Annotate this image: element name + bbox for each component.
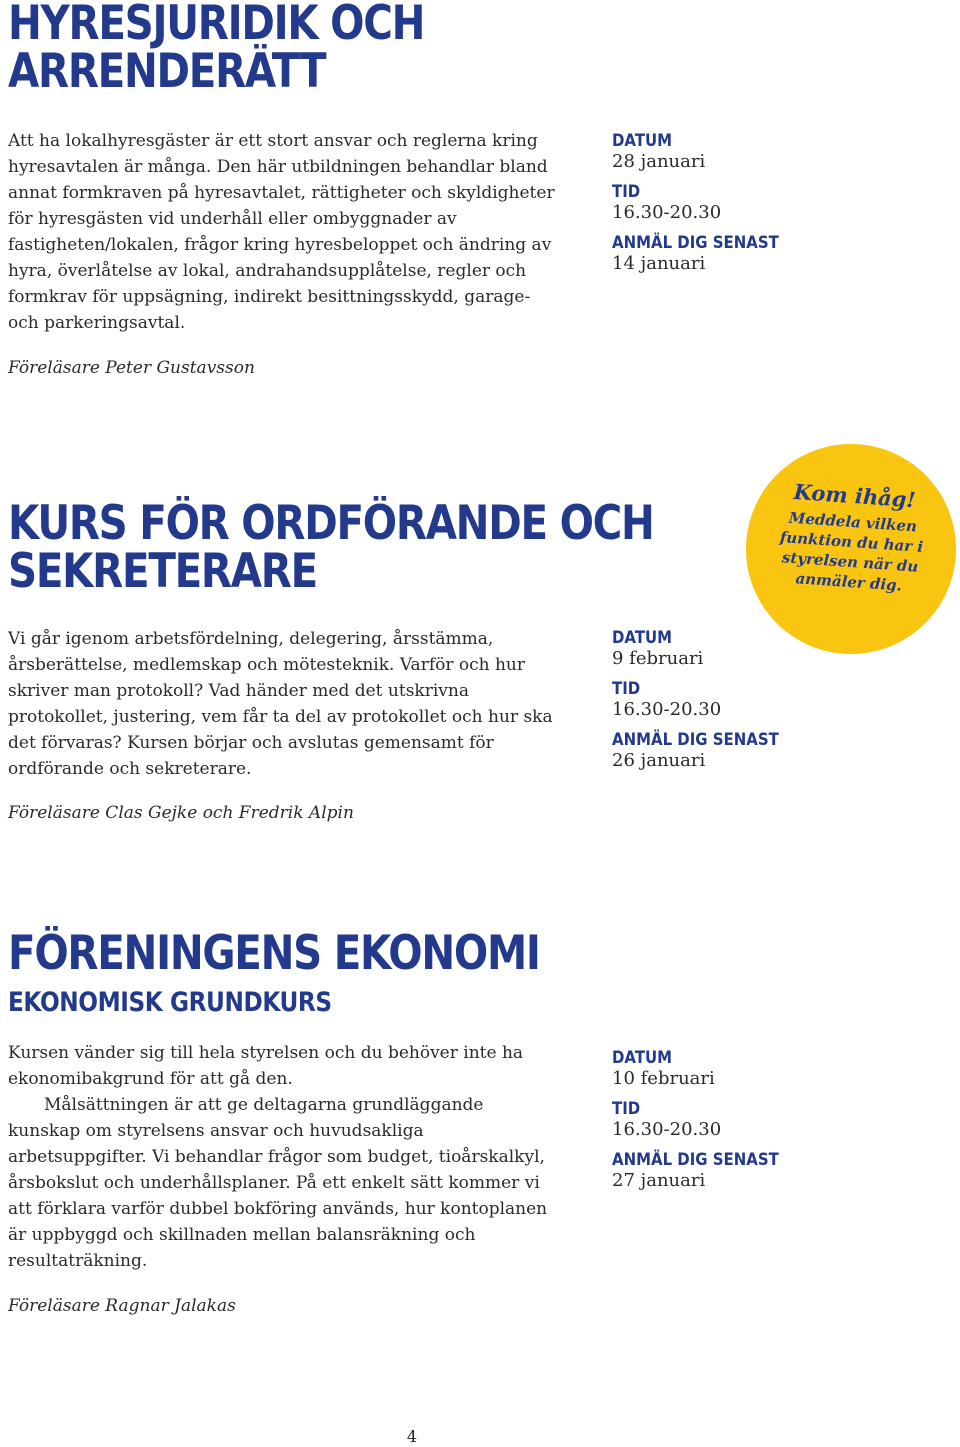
time-label: TID [612, 679, 641, 699]
date-label: DATUM [612, 131, 673, 151]
page-number: 4 [406, 1427, 418, 1446]
lecturer: Föreläsare Peter Gustavsson [8, 358, 255, 378]
description-paragraph: Målsättningen är att ge deltagarna grundläggande kunskap om styrelsens ansvar och huvudsakliga arbetsuppgifter. Vi behandlar frågor som budget, tioårskalkyl, årsbokslut och underhållsplaner. På ett enkelt sätt kommer vi att förklara varför dubbel bokföring används, hur kontoplanen är uppbyggd och skillnaden mellan balansräkning och resultaträkning. [8, 1095, 548, 1271]
course-foreningens-ekonomi [8, 926, 960, 1330]
description-paragraph: Att ha lokalhyresgäster är ett stort ansvar och reglerna kring hyresavtalen är många. Den här utbildningen behandlar bland annat formkraven på hyresavtalet, rättigheter och skyldigheter för hyresgästen vid underhåll eller ombyggnader av fastigheten/lokalen, frågor kring hyresbeloppet och ändring av hyra, överlåtelse av lokal, andrahandsupplåtelse, regler och formkrav för uppsägning, indirekt besittningsskydd, garage- och parkeringsavtal. [8, 131, 555, 333]
deadline-value: 27 januari [612, 1170, 706, 1191]
reminder-message: Meddela vilken funktion du har i styrelsen när du anmäler dig. [779, 508, 924, 595]
date-label: DATUM [612, 628, 673, 648]
time-label: TID [612, 182, 641, 202]
course-description [8, 128, 558, 336]
course-title-line: KURS FÖR ORDFÖRANDE OCH [8, 496, 654, 551]
time-value: 16.30-20.30 [612, 202, 722, 223]
course-info [612, 628, 832, 772]
deadline-label: ANMÄL DIG SENAST [612, 730, 779, 750]
deadline-value: 14 januari [612, 253, 706, 274]
deadline-label: ANMÄL DIG SENAST [612, 233, 779, 253]
lecturer: Föreläsare Ragnar Jalakas [8, 1296, 236, 1316]
date-value: 9 februari [612, 648, 704, 669]
course-subtitle: EKONOMISK GRUNDKURS [8, 987, 332, 1018]
date-value: 28 januari [612, 151, 706, 172]
course-title [8, 0, 492, 99]
course-info [612, 131, 832, 275]
course-title [8, 496, 759, 599]
course-title-line: FÖRENINGENS EKONOMI [8, 926, 540, 981]
description-paragraph: Vi går igenom arbetsfördelning, delegering, årsstämma, årsberättelse, medlemskap och mötesteknik. Varför och hur skriver man protokoll? Vad händer med det utskrivna protokollet, justering, vem får ta del av protokollet och hur ska det förvaras? Kursen börjar och avslutas gemensamt för ordförande och sekreterare. [8, 629, 553, 779]
date-label: DATUM [612, 1048, 673, 1068]
course-title-line: SEKRETERARE [8, 544, 317, 599]
deadline-value: 26 januari [612, 750, 706, 771]
course-hyresjuridik [8, 0, 960, 400]
lecturer: Föreläsare Clas Gejke och Fredrik Alpin [8, 803, 354, 823]
description-paragraph: Kursen vänder sig till hela styrelsen och du behöver inte ha ekonomibakgrund för att gå den. [8, 1043, 524, 1089]
course-ordforande-sekreterare [8, 496, 960, 840]
time-label: TID [612, 1099, 641, 1119]
time-value: 16.30-20.30 [612, 699, 722, 720]
course-info [612, 1048, 832, 1192]
reminder-heading: Kom ihåg! [792, 478, 917, 513]
course-description [8, 626, 558, 782]
time-value: 16.30-20.30 [612, 1119, 722, 1140]
course-title-line: HYRESJURIDIK OCH [8, 0, 425, 51]
deadline-label: ANMÄL DIG SENAST [612, 1150, 779, 1170]
date-value: 10 februari [612, 1068, 715, 1089]
course-title-line: ARRENDERÄTT [8, 44, 326, 99]
course-description [8, 1040, 558, 1274]
course-title [8, 926, 626, 981]
